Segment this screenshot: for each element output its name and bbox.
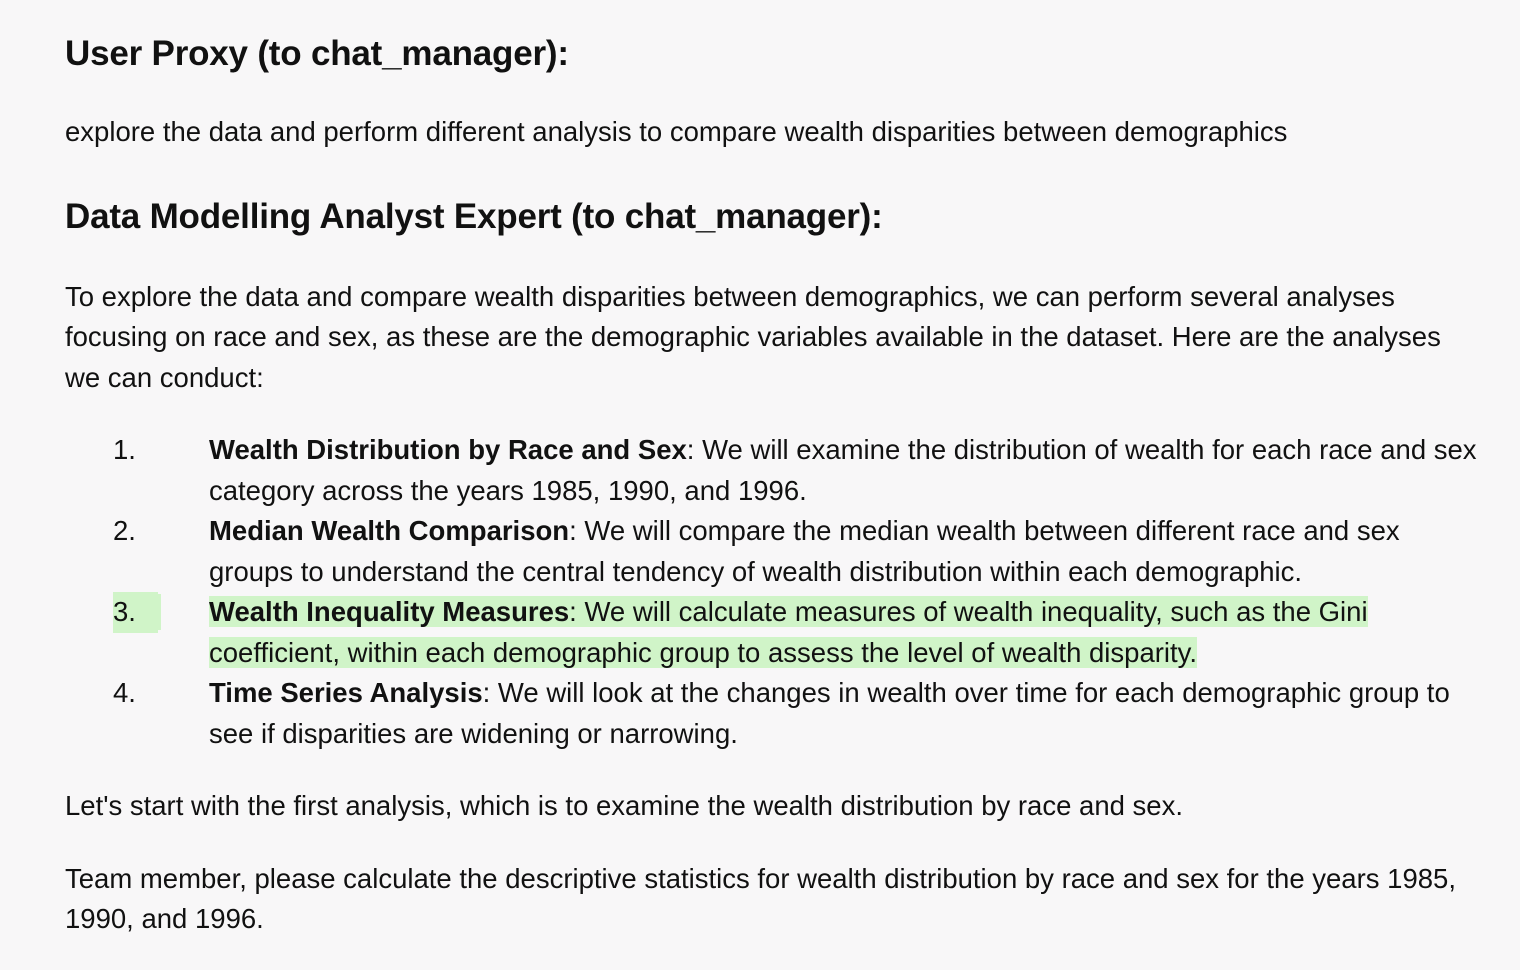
list-item-highlighted xyxy=(113,592,1489,673)
list-item-number: 3. xyxy=(113,592,158,633)
list-item-title: Time Series Analysis xyxy=(209,677,483,708)
analyst-request-text: Team member, please calculate the descriptive statistics for wealth distribution by race and sex for the years 1985, 1990, and 1996. xyxy=(65,862,1456,934)
list-item-title: Median Wealth Comparison xyxy=(209,515,570,546)
list-item-title: Wealth Inequality Measures xyxy=(209,596,570,627)
message-sender-heading: User Proxy (to chat_manager): xyxy=(65,34,569,73)
analysis-list xyxy=(65,430,1477,754)
list-item-number: 4. xyxy=(113,677,136,708)
message-sender-heading: Data Modelling Analyst Expert (to chat_manager): xyxy=(65,196,883,236)
list-item xyxy=(113,673,1489,754)
list-item-text: : We will examine the distribution of wealth for each race and sex category across the years 1985, 1990, and 1996. xyxy=(209,434,1477,506)
list-item-text: : We will look at the changes in wealth over time for each demographic group to see if disparities are widening or narrowing. xyxy=(209,677,1450,749)
list-item-text: : We will compare the median wealth between different race and sex groups to understand the central tendency of wealth distribution within each demographic. xyxy=(209,515,1400,587)
list-item-title: Wealth Distribution by Race and Sex xyxy=(209,434,687,465)
analyst-intro-text: To explore the data and compare wealth disparities between demographics, we can perform several analyses focusing on race and sex, as these are the demographic variables available in the dataset. Here are the analyses we can conduct: xyxy=(65,280,1441,393)
user-message-text: explore the data and perform different analysis to compare wealth disparities between demographics xyxy=(65,116,1288,147)
list-item-text: : We will calculate measures of wealth inequality, such as the Gini coefficient, within each demographic group to assess the level of wealth disparity. xyxy=(209,596,1368,668)
list-item xyxy=(113,511,1489,592)
chat-transcript xyxy=(65,30,1477,940)
list-item-number: 1. xyxy=(113,434,136,465)
list-item xyxy=(113,430,1489,511)
analyst-followup-text: Let's start with the first analysis, which is to examine the wealth distribution by race and sex. xyxy=(65,790,1183,821)
list-item-number: 2. xyxy=(113,515,136,546)
